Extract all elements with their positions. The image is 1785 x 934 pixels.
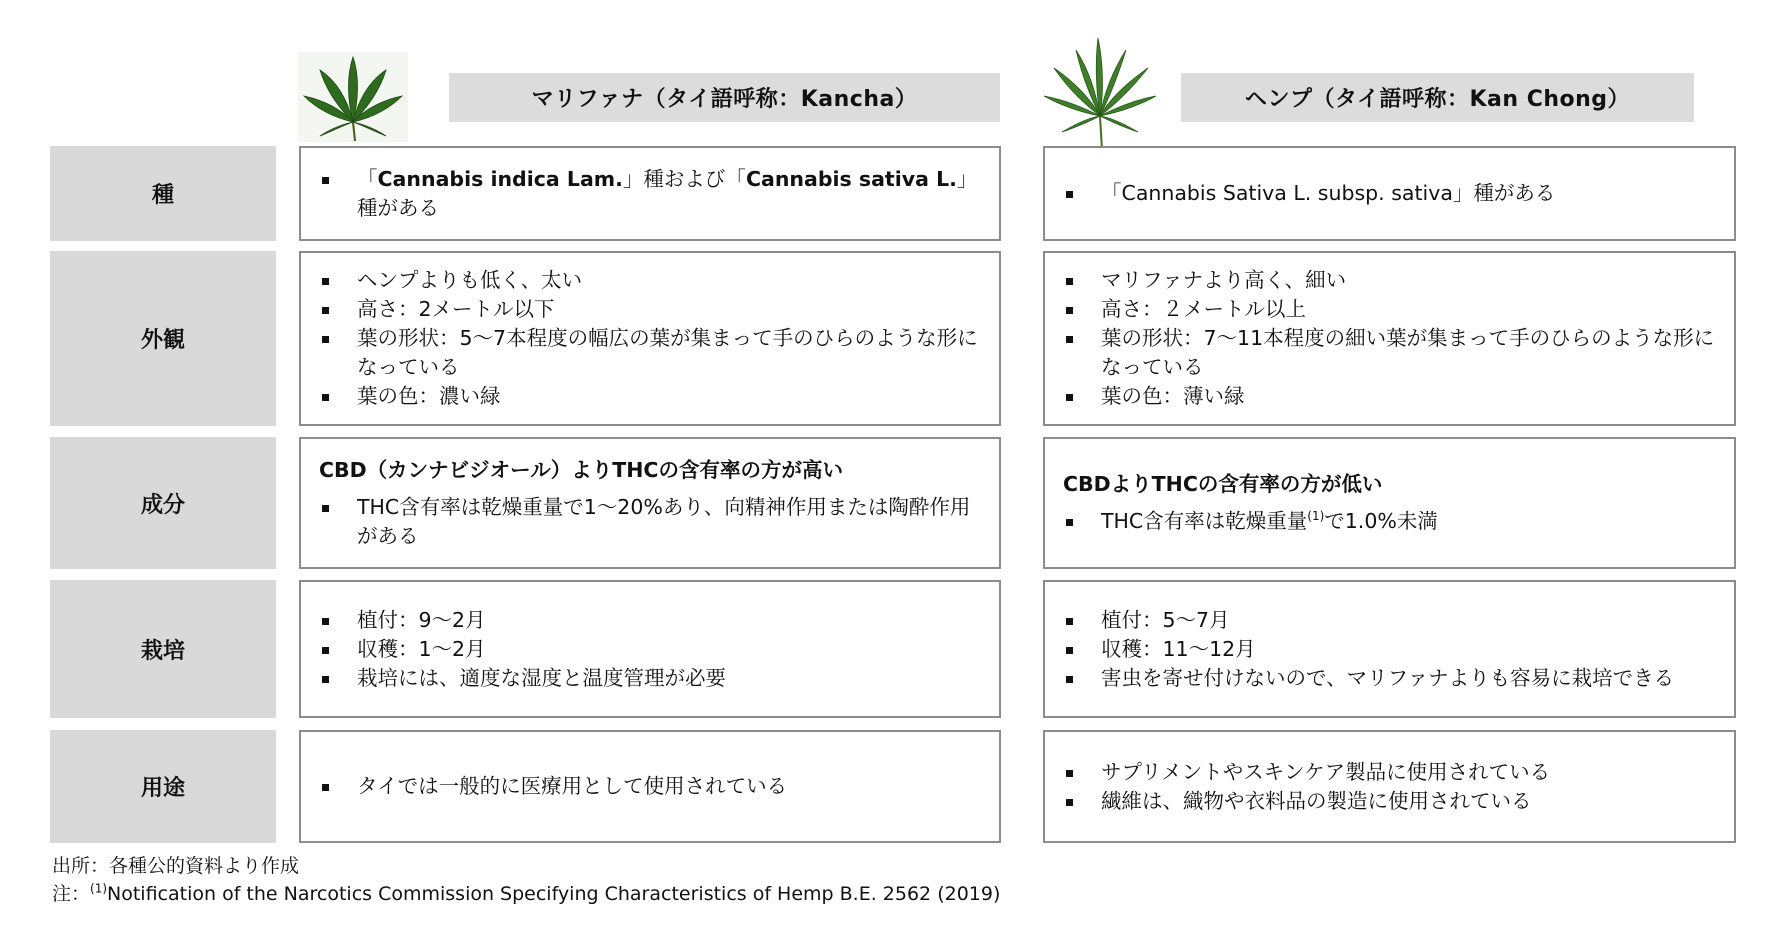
bullet-item: 高さ：2メートル以下 [319, 295, 981, 324]
row-label-cultivation: 栽培 [50, 580, 276, 718]
cell-marijuana-cultivation [299, 580, 1001, 718]
bullet-item: THC含有率は乾燥重量で1〜20%あり、向精神作用または陶酔作用がある [319, 493, 981, 551]
footnote-marker: (1) [90, 881, 108, 896]
bullet-item: 「Cannabis Sativa L. subsp. sativa」種がある [1063, 179, 1716, 208]
bullet-item: 害虫を寄せ付けないので、マリファナよりも容易に栽培できる [1063, 664, 1716, 693]
cell-marijuana-uses [299, 730, 1001, 843]
bullet-item: 高さ：２メートル以上 [1063, 295, 1716, 324]
bullet-item: ヘンプよりも低く、太い [319, 266, 981, 295]
bullet-item: 植付：9〜2月 [319, 606, 981, 635]
hemp-leaf-image [1040, 36, 1160, 151]
bullet-item: 「Cannabis indica Lam.」種および「Cannabis sativa L.」種がある [319, 165, 981, 223]
cell-hemp-appearance [1043, 251, 1736, 426]
row-label-uses: 用途 [50, 730, 276, 843]
bullet-item: 植付：5〜7月 [1063, 606, 1716, 635]
row-label-appearance: 外観 [50, 251, 276, 426]
source-note: 出所：各種公的資料より作成 [52, 855, 300, 877]
cell-hemp-uses [1043, 730, 1736, 843]
column-header-hemp: ヘンプ（タイ語呼称：Kan Chong） [1181, 73, 1694, 122]
marijuana-leaf-image [298, 52, 408, 142]
cell-hemp-species [1043, 146, 1736, 241]
bullet-item: THC含有率は乾燥重量$^{(1)}$で1.0%未満 [1063, 507, 1716, 536]
cell-hemp-cultivation [1043, 580, 1736, 718]
bullet-item: 収穫：11〜12月 [1063, 635, 1716, 664]
bullet-item: 葉の色：濃い緑 [319, 382, 981, 411]
bullet-item: マリファナより高く、細い [1063, 266, 1716, 295]
cell-marijuana-species [299, 146, 1001, 241]
bullet-item: 収穫：1〜2月 [319, 635, 981, 664]
footnote-marker: (1) [1307, 509, 1325, 524]
row-label-components: 成分 [50, 437, 276, 569]
cell-title: CBDよりTHCの含有率の方が低い [1063, 472, 1383, 496]
footnote: 注：$^{(1)}$Notification of the Narcotics Commission Specifying Characteristics of Hemp B.E. 2562 (2019) [52, 881, 1001, 905]
bullet-item: 栽培には、適度な湿度と温度管理が必要 [319, 664, 981, 693]
cell-hemp-components [1043, 437, 1736, 569]
row-label-species: 種 [50, 146, 276, 241]
cell-marijuana-components [299, 437, 1001, 569]
bullet-item: 葉の形状：7〜11本程度の細い葉が集まって手のひらのような形になっている [1063, 324, 1716, 382]
cell-title: CBD（カンナビジオール）よりTHCの含有率の方が高い [319, 457, 843, 482]
bullet-item: 葉の形状：5〜7本程度の幅広の葉が集まって手のひらのような形になっている [319, 324, 981, 382]
bullet-item: 葉の色：薄い緑 [1063, 382, 1716, 411]
bullet-item: タイでは一般的に医療用として使用されている [319, 772, 981, 801]
column-header-marijuana: マリファナ（タイ語呼称：Kancha） [449, 73, 1000, 122]
bullet-item: 繊維は、織物や衣料品の製造に使用されている [1063, 787, 1716, 816]
bullet-item: サプリメントやスキンケア製品に使用されている [1063, 758, 1716, 787]
cell-marijuana-appearance [299, 251, 1001, 426]
